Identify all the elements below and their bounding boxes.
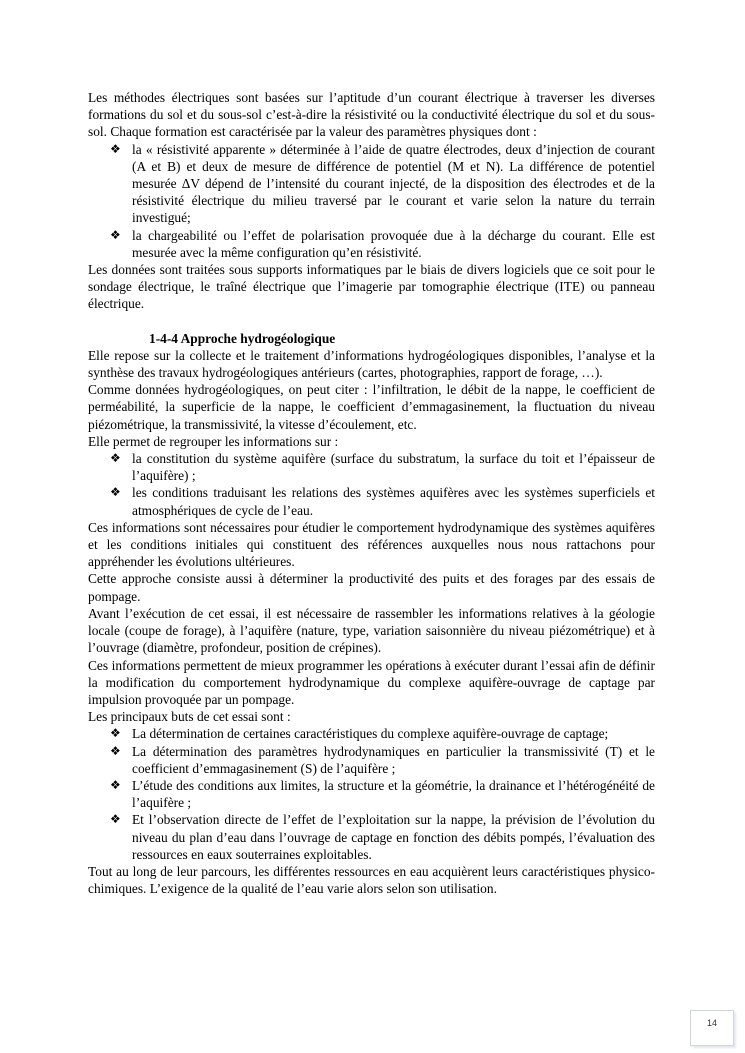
- diamond-bullet-icon: ❖: [110, 227, 121, 242]
- page-number: 14: [690, 1010, 734, 1046]
- goals-intro: Les principaux buts de cet essai sont :: [88, 709, 291, 725]
- list-item: ❖ La détermination des paramètres hydrodynamiques en particulier la transmissivité (T) et le coefficient d’emmagasinement (S) de l’aquifère ;: [110, 743, 655, 776]
- list-item: ❖ les conditions traduisant les relations des systèmes aquifères avec les systèmes superficiels et atmosphériques de cycle de l’eau.: [110, 485, 655, 518]
- list-item: ❖ la chargeabilité ou l’effet de polarisation provoquée due à la décharge du courant. Elle est mesurée avec la même configuration qu’en résistivité.: [110, 227, 655, 260]
- diamond-bullet-icon: ❖: [110, 451, 121, 466]
- diamond-bullet-icon: ❖: [110, 141, 121, 156]
- goals-list: [88, 725, 655, 863]
- diamond-bullet-icon: ❖: [110, 726, 121, 741]
- regroup-list: [88, 450, 655, 519]
- diamond-bullet-icon: ❖: [110, 743, 121, 758]
- list-item: ❖ Et l’observation directe de l’effet de l’exploitation sur la nappe, la prévision de l’évolution du niveau du plan d’eau dans l’ouvrage de captage en fonction des débits pompés, l’évaluation des ressources en eaux souterraines exploitables.: [110, 812, 655, 862]
- list-item: ❖ La détermination de certaines caractéristiques du complexe aquifère-ouvrage de captage;: [110, 726, 609, 742]
- diamond-bullet-icon: ❖: [110, 777, 121, 792]
- execution-paragraph: Avant l’exécution de cet essai, il est nécessaire de rassembler les informations relatives à la géologie locale (coupe de forage), à l’aquifère (nature, type, variation saisonnière du niveau piézométrique) et à l’ouvrage (diamètre, profondeur, position de crépines).: [88, 605, 655, 656]
- hydro-data-paragraph: Comme données hydrogéologiques, on peut citer : l’infiltration, le débit de la nappe, le coefficient de perméabilité, la superficie de la nappe, le coefficient d’emmagasinement, la fluctuation du niveau piézométrique, la transmissivité, la vitesse d’écoulement, etc.: [88, 382, 655, 432]
- program-paragraph: Ces informations permettent de mieux programmer les opérations à exécuter durant l’essai afin de définir la modification du comportement hydrodynamique du complexe aquifère-ouvrage de captage par impulsion provoquée par un pompage.: [88, 657, 655, 707]
- intro-paragraph: Les méthodes électriques sont basées sur l’aptitude d’un courant électrique à traverser les diverses formations du sol et du sous-sol c’est-à-dire la résistivité ou la conductivité électrique du sol et du sous-sol. Chaque formation est caractérisée par la valeur des paramètres physiques dont :: [88, 90, 655, 140]
- list-item: ❖ la constitution du système aquifère (surface du substratum, la surface du toit et l’épaisseur de l’aquifère) ;: [110, 451, 655, 484]
- electrical-parameters-list: [88, 141, 655, 261]
- regroup-intro: Elle permet de regrouper les informations sur :: [88, 433, 339, 449]
- final-paragraph: Tout au long de leur parcours, les différentes ressources en eau acquièrent leurs caractéristiques physico-chimiques. L’exigence de la qualité de l’eau varie alors selon son utilisation.: [88, 863, 655, 897]
- diamond-bullet-icon: ❖: [110, 812, 121, 827]
- diamond-bullet-icon: ❖: [110, 485, 121, 500]
- data-processing-paragraph: Les données sont traitées sous supports informatiques par le biais de divers logiciels que ce soit pour le sondage électrique, le traîné électrique que l’imagerie par tomographie électrique (ITE) ou panneau électrique.: [88, 262, 655, 312]
- approach-paragraph: Cette approche consiste aussi à déterminer la productivité des puits et des forages par des essais de pompage.: [88, 571, 655, 604]
- hydro-intro-paragraph: Elle repose sur la collecte et le traitement d’informations hydrogéologiques disponibles, l’analyse et la synthèse des travaux hydrogéologiques antérieurs (cartes, photographies, rapport de forage, …).: [88, 347, 655, 381]
- section-heading: 1-4-4 Approche hydrogéologique: [149, 330, 336, 346]
- list-item: ❖ la « résistivité apparente » déterminée à l’aide de quatre électrodes, deux d’injection de courant (A et B) et deux de mesure de différence de potentiel (M et N). La différence de potentiel mesurée ΔV dépend de l’intensité du courant injecté, de la disposition des électrodes et de la résistivité électrique du milieu traversé par le courant et varie selon la nature du terrain investigué;: [110, 141, 655, 226]
- spacer: [88, 313, 655, 330]
- list-item: ❖ L’étude des conditions aux limites, la structure et la géométrie, la drainance et l’hétérogénéité de l’aquifère ;: [110, 777, 655, 811]
- page-body: [88, 89, 655, 897]
- info-paragraph: Ces informations sont nécessaires pour étudier le comportement hydrodynamique des systèmes aquifères et les conditions initiales qui constituent des références auxquelles nous nous rattachons pour appréhender les évolutions ultérieures.: [88, 519, 655, 570]
